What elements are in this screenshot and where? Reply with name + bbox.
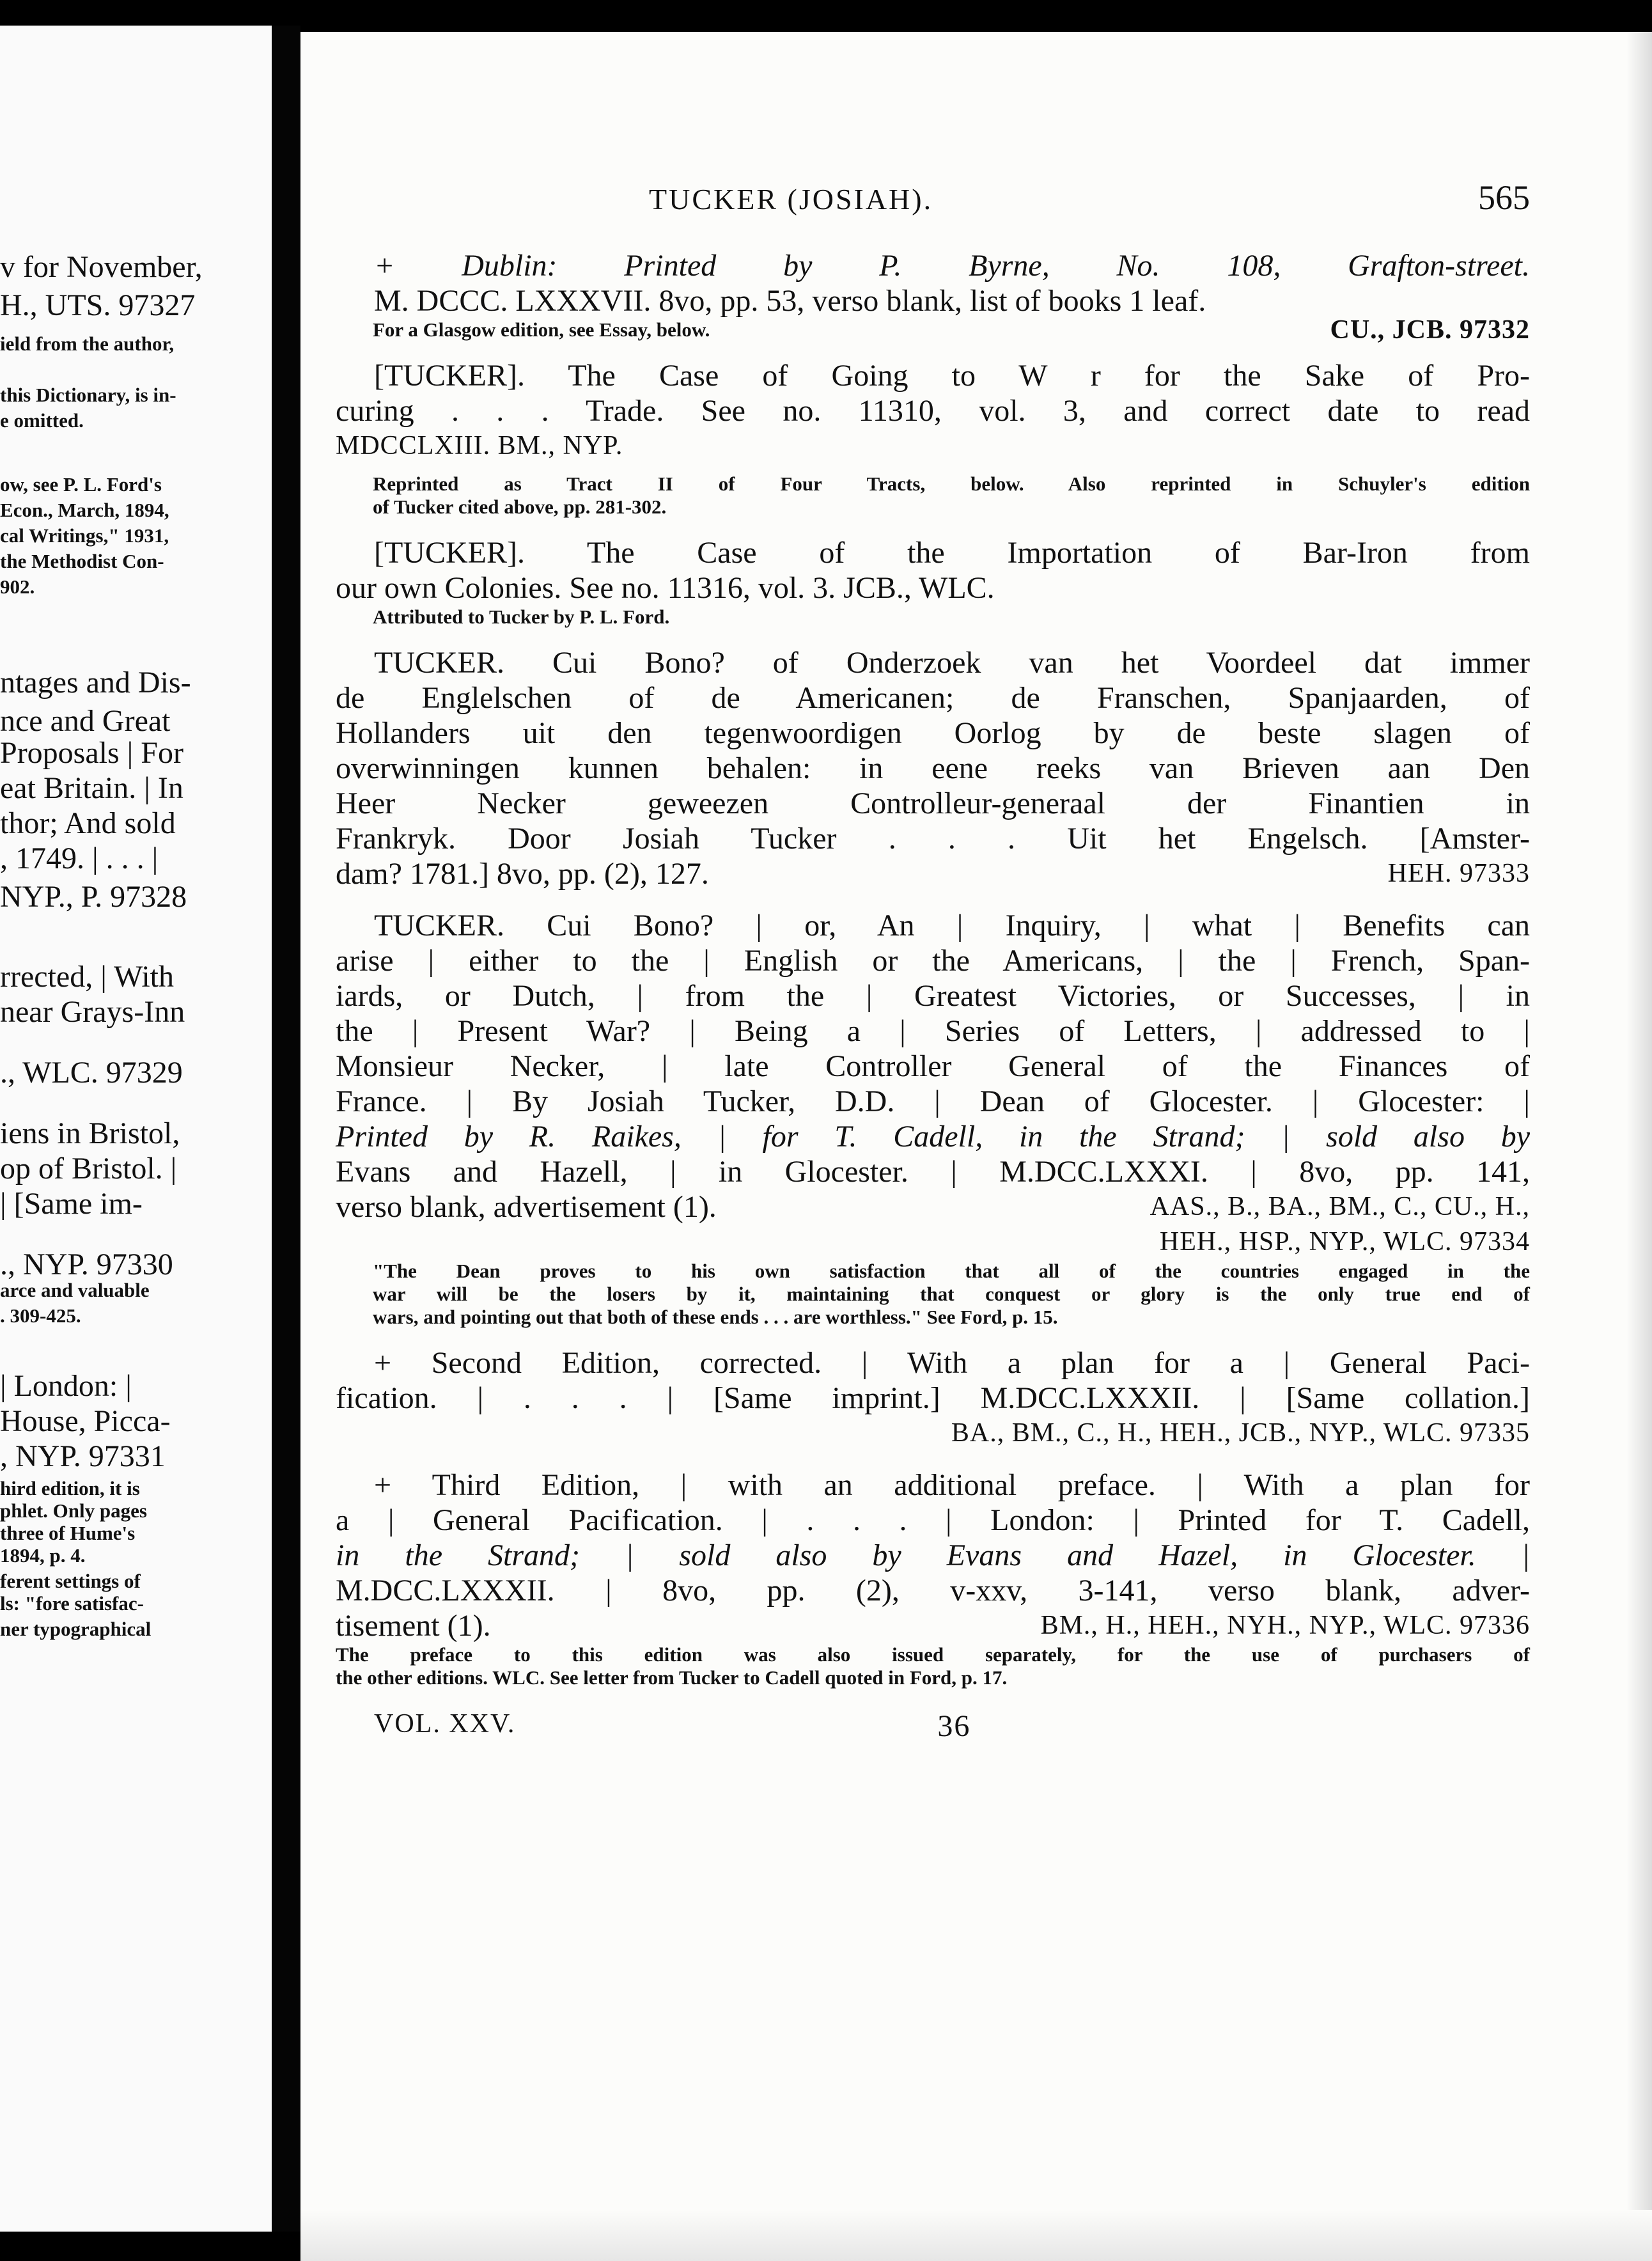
facing-page-text-fragment: ow, see P. L. Ford's bbox=[0, 473, 162, 496]
note-line: "The Dean proves to his own satisfaction that all of the countries engaged in the bbox=[373, 1260, 1530, 1282]
facing-page-text-fragment: the Methodist Con- bbox=[0, 550, 164, 572]
volume-label: VOL. XXV. bbox=[374, 1709, 516, 1739]
facing-page-fragment bbox=[0, 26, 272, 2232]
facing-page-text-fragment: House, Picca- bbox=[0, 1404, 171, 1438]
signature-mark: 36 bbox=[937, 1709, 971, 1743]
entry-line: Heer Necker geweezen Controlleur-generaal der Finantien in bbox=[336, 786, 1530, 820]
page-footer bbox=[336, 1709, 1530, 1744]
entry-line: [TUCKER]. The Case of Going to W r for the Sake of Pro- bbox=[374, 359, 1530, 393]
entry-97332 bbox=[336, 248, 1530, 318]
note-line: of Tucker cited above, pp. 281-302. bbox=[373, 496, 667, 518]
facing-page-text-fragment: ferent settings of bbox=[0, 1570, 141, 1592]
facing-page-text-fragment: three of Hume's bbox=[0, 1522, 136, 1544]
facing-page-text-fragment: v for November, bbox=[0, 250, 203, 284]
entry-line: TUCKER. Cui Bono? of Onderzoek van het Voordeel dat immer bbox=[374, 646, 1530, 680]
entry-line: MDCCLXIII. BM., NYP. bbox=[336, 431, 623, 460]
location-codes: BA., BM., C., H., HEH., JCB., NYP., WLC. 97335 bbox=[951, 1418, 1530, 1448]
entry-line: fication. | . . . | [Same imprint.] M.DCC.LXXXII. | [Same collation.] bbox=[336, 1381, 1530, 1415]
entry-line-split bbox=[336, 1608, 1530, 1643]
location-codes: AAS., B., BA., BM., C., CU., H., bbox=[1149, 1192, 1530, 1221]
entry-note bbox=[336, 1260, 1530, 1329]
entry-note bbox=[336, 1643, 1530, 1689]
entry-line: overwinningen kunnen behalen: in eene reeks van Brieven aan Den bbox=[336, 751, 1530, 785]
facing-page-text-fragment: phlet. Only pages bbox=[0, 1499, 147, 1522]
book-gutter bbox=[272, 26, 300, 2232]
facing-page-text-fragment: rrected, | With bbox=[0, 960, 175, 994]
entry-case-of-going-to-war bbox=[336, 358, 1530, 464]
facing-page-text-fragment: | [Same im- bbox=[0, 1187, 143, 1221]
note-line: The preface to this edition was also issued separately, for the use of purchasers of bbox=[336, 1643, 1530, 1666]
facing-page-text-fragment: 902. bbox=[0, 575, 35, 598]
facing-page-text-fragment: , NYP. 97331 bbox=[0, 1439, 166, 1473]
note-line: wars, and pointing out that both of these ends . . . are worthless." See Ford, p. 15. bbox=[373, 1306, 1058, 1328]
book-page-565 bbox=[300, 32, 1652, 2261]
facing-page-text-fragment: hird edition, it is bbox=[0, 1477, 140, 1499]
page-content bbox=[336, 178, 1530, 1744]
note-line: Reprinted as Tract II of Four Tracts, below. Also reprinted in Schuyler's edition bbox=[373, 473, 1530, 495]
location-codes: CU., JCB. 97332 bbox=[1330, 315, 1530, 345]
location-codes: BM., H., HEH., NYH., NYP., WLC. 97336 bbox=[1040, 1611, 1530, 1640]
entry-note bbox=[336, 606, 1530, 629]
facing-page-text-fragment: arce and valuable bbox=[0, 1279, 150, 1301]
entry-line: Hollanders uit den tegenwoordigen Oorlog by de beste slagen of bbox=[336, 716, 1530, 750]
facing-page-text-fragment: near Grays-Inn bbox=[0, 995, 185, 1029]
facing-page-text-fragment: ., NYP. 97330 bbox=[0, 1248, 173, 1281]
facing-page-text-fragment: 1894, p. 4. bbox=[0, 1544, 86, 1567]
entry-note bbox=[336, 315, 1530, 345]
entry-line-split bbox=[336, 1189, 1530, 1224]
page-bottom-shadow bbox=[300, 2210, 1652, 2261]
entry-line: France. | By Josiah Tucker, D.D. | Dean of Glocester. | Glocester: | bbox=[336, 1084, 1530, 1118]
location-codes: HEH., HSP., NYP., WLC. 97334 bbox=[1159, 1227, 1530, 1256]
entry-line: a | General Pacification. | . . . | London: | Printed for T. Cadell, bbox=[336, 1503, 1530, 1537]
entry-line: [TUCKER]. The Case of the Importation of Bar-Iron from bbox=[374, 536, 1530, 570]
facing-page-text-fragment: ield from the author, bbox=[0, 332, 175, 355]
page-header bbox=[336, 178, 1530, 248]
entry-line: + Second Edition, corrected. | With a plan for a | General Paci- bbox=[374, 1346, 1530, 1380]
facing-page-text-fragment: ner typographical bbox=[0, 1618, 152, 1640]
note-text: For a Glasgow edition, see Essay, below. bbox=[373, 318, 710, 341]
facing-page-text-fragment: cal Writings," 1931, bbox=[0, 524, 169, 547]
entry-importation-of-bar-iron bbox=[336, 535, 1530, 606]
note-line: Attributed to Tucker by P. L. Ford. bbox=[373, 606, 670, 628]
entry-97333 bbox=[336, 645, 1530, 891]
facing-page-text-fragment: H., UTS. 97327 bbox=[0, 288, 196, 322]
facing-page-text-fragment: this Dictionary, is in- bbox=[0, 384, 176, 406]
entry-line: the | Present War? | Being a | Series of Letters, | addressed to | bbox=[336, 1014, 1530, 1048]
facing-page-text-fragment: , 1749. | . . . | bbox=[0, 841, 159, 875]
location-codes: HEH. 97333 bbox=[1387, 859, 1530, 888]
facing-page-text-fragment: e omitted. bbox=[0, 409, 84, 432]
entry-line: our own Colonies. See no. 11316, vol. 3. JCB., WLC. bbox=[336, 571, 995, 605]
entry-line: TUCKER. Cui Bono? | or, An | Inquiry, | what | Benefits can bbox=[374, 909, 1530, 943]
entry-line: M.DCC.LXXXII. | 8vo, pp. (2), v-xxv, 3-141, verso blank, adver- bbox=[336, 1574, 1530, 1608]
running-head: TUCKER (JOSIAH). bbox=[649, 183, 933, 215]
facing-page-text-fragment: Proposals | For bbox=[0, 736, 183, 770]
facing-page-text-fragment: eat Britain. | In bbox=[0, 771, 183, 805]
entry-line: iards, or Dutch, | from the | Greatest Victories, or Successes, | in bbox=[336, 979, 1530, 1013]
entry-line: Evans and Hazell, | in Glocester. | M.DCC.LXXXI. | 8vo, pp. 141, bbox=[336, 1155, 1530, 1189]
entry-line: de Englelschen of de Americanen; de Franschen, Spanjaarden, of bbox=[336, 681, 1530, 715]
entry-line: Printed by R. Raikes, | for T. Cadell, in the Strand; | sold also by bbox=[336, 1120, 1530, 1154]
entry-line: arise | either to the | English or the Americans, | the | French, Span- bbox=[336, 944, 1530, 978]
entry-97335 bbox=[336, 1345, 1530, 1451]
entry-note bbox=[336, 473, 1530, 519]
entry-line: curing . . . Trade. See no. 11310, vol. 3, and correct date to read bbox=[336, 394, 1530, 428]
entry-line: dam? 1781.] 8vo, pp. (2), 127. bbox=[336, 857, 709, 891]
note-line: the other editions. WLC. See letter from Tucker to Cadell quoted in Ford, p. 17. bbox=[336, 1666, 1008, 1689]
entry-line: M. DCCC. LXXXVII. 8vo, pp. 53, verso blank, list of books 1 leaf. bbox=[374, 284, 1206, 318]
page-edge-shadow bbox=[1626, 32, 1652, 2261]
entry-line: + Third Edition, | with an additional preface. | With a plan for bbox=[374, 1468, 1530, 1502]
facing-page-text-fragment: nce and Great bbox=[0, 704, 171, 738]
entry-line: verso blank, advertisement (1). bbox=[336, 1190, 717, 1224]
entry-line: tisement (1). bbox=[336, 1609, 491, 1643]
note-line: war will be the losers by it, maintaining that conquest or glory is the only true end of bbox=[373, 1283, 1530, 1305]
entry-97336 bbox=[336, 1467, 1530, 1643]
facing-page-text-fragment: . 309-425. bbox=[0, 1304, 81, 1327]
entry-97334 bbox=[336, 908, 1530, 1260]
entry-line: Monsieur Necker, | late Controller General of the Finances of bbox=[336, 1049, 1530, 1083]
facing-page-text-fragment: iens in Bristol, bbox=[0, 1116, 180, 1150]
page-number: 565 bbox=[1478, 178, 1530, 217]
entry-line: Frankryk. Door Josiah Tucker . . . Uit het Engelsch. [Amster- bbox=[336, 822, 1530, 856]
facing-page-text-fragment: NYP., P. 97328 bbox=[0, 880, 187, 914]
facing-page-text-fragment: op of Bristol. | bbox=[0, 1152, 177, 1185]
entry-line-final bbox=[336, 856, 1530, 891]
entry-line: in the Strand; | sold also by Evans and Hazel, in Glocester. | bbox=[336, 1538, 1530, 1572]
facing-page-text-fragment: | London: | bbox=[0, 1369, 132, 1403]
facing-page-text-fragment: thor; And sold bbox=[0, 806, 176, 840]
facing-page-text-fragment: ., WLC. 97329 bbox=[0, 1056, 183, 1090]
facing-page-text-fragment: ls: "fore satisfac- bbox=[0, 1592, 144, 1615]
entry-line: + Dublin: Printed by P. Byrne, No. 108, Grafton-street. bbox=[374, 249, 1530, 283]
facing-page-text-fragment: Econ., March, 1894, bbox=[0, 499, 169, 521]
facing-page-text-fragment: ntages and Dis- bbox=[0, 666, 191, 700]
